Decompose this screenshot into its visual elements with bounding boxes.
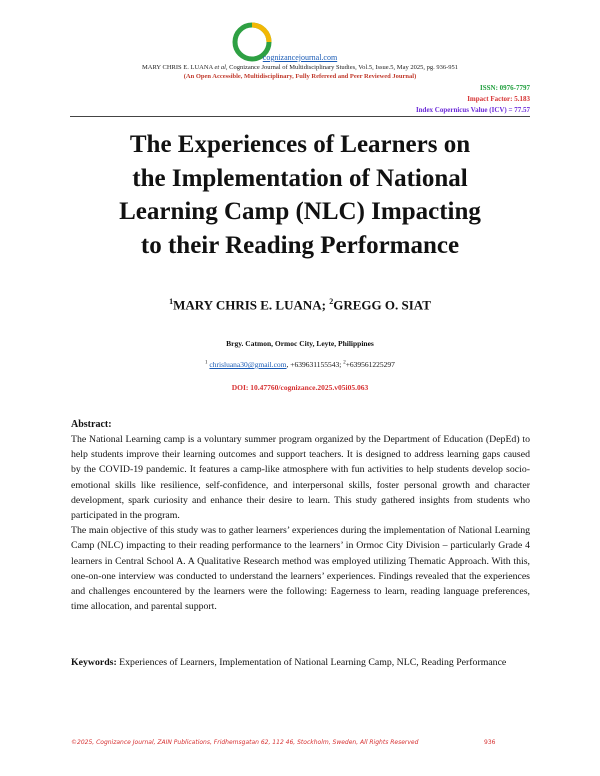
paper-title [40,128,560,262]
issn-label: ISSN: 0976-7797 [480,84,530,92]
copyright-footer: ©2025, Cognizance Journal, ZAIN Publications, Fridhemsgatan 62, 112 46, Stockholm, Sweden, All Rights Reserved [71,739,419,746]
abstract-body [71,432,530,614]
abstract-paragraph: The main objective of this study was to gather learners’ experiences during the implementation of National Learning Camp (NLC) impacting to their reading performance to the learners’ in Ormoc City Division – particularly Grade 4 learners in Central School A. A Qualitative Research method was employed utilizing Thematic Approach. With this, one-on-one interview was conducted to understand the learners’ experiences. Findings revealed that the experiences and challenges encountered by the learners were the following: Eagerness to learn, reading language preferences, time allocation, and parental support. [71,525,530,613]
header-divider [70,116,530,117]
email-link[interactable]: chrisluana30@gmail.com [209,360,287,369]
page-number: 936 [484,739,496,746]
abstract-heading: Abstract: [71,419,112,430]
title-line: to their Reading Performance [140,231,460,259]
icv-label: Index Copernicus Value (ICV) = 77.57 [415,106,530,114]
contact-line: $^1$ chrisluana30@gmail.com, +639631155543; $^2$+639561225297 [205,360,395,369]
keywords: Keywords: Experiences of Learners, Implementation of National Learning Camp, NLC, Reading Performance [71,657,507,668]
open-access-line: (An Open Accessible, Multidisciplinary, Fully Refereed and Peer Reviewed Journal) [183,73,417,80]
abstract-paragraph: The National Learning camp is a voluntary summer program organized by the Department of Education (DepEd) to help students improve their learning outcomes and support teachers. It is designed to address learning gaps caused by the COVID-19 pandemic. It features a camp-like atmosphere with fun activities to help students develop socio-emotional skills like resilience, self-confidence, and interpersonal skills, foster personal growth and character development, spark curiosity and enhance their desire to learn. This study gathered insights from students who participated in the program. [71,434,530,522]
author-list: $^1$MARY CHRIS E. LUANA; $^2$GREGG O. SIAT [169,297,431,313]
author-1: MARY CHRIS E. LUANA; [173,297,326,313]
title-line: The Experiences of Learners on [129,131,471,158]
doi-link[interactable]: DOI: 10.47760/cognizance.2025.v05i05.063 [231,383,369,392]
author-2: GREGG O. SIAT [333,297,431,313]
citation-line: MARY CHRIS E. LUANA et al, Cognizance Journal of Multidisciplinary Studies, Vol.5, Issue.5, May 2025, pg. 936-951 [141,64,459,71]
affiliation: Brgy. Catmon, Ormoc City, Leyte, Philippines [226,339,374,348]
title-line: the Implementation of National [132,164,468,192]
title-line: Learning Camp (NLC) Impacting [119,198,481,225]
impact-factor-label: Impact Factor: 5.183 [467,95,530,103]
journal-site-link[interactable]: cognizancejournal.com [262,53,338,62]
